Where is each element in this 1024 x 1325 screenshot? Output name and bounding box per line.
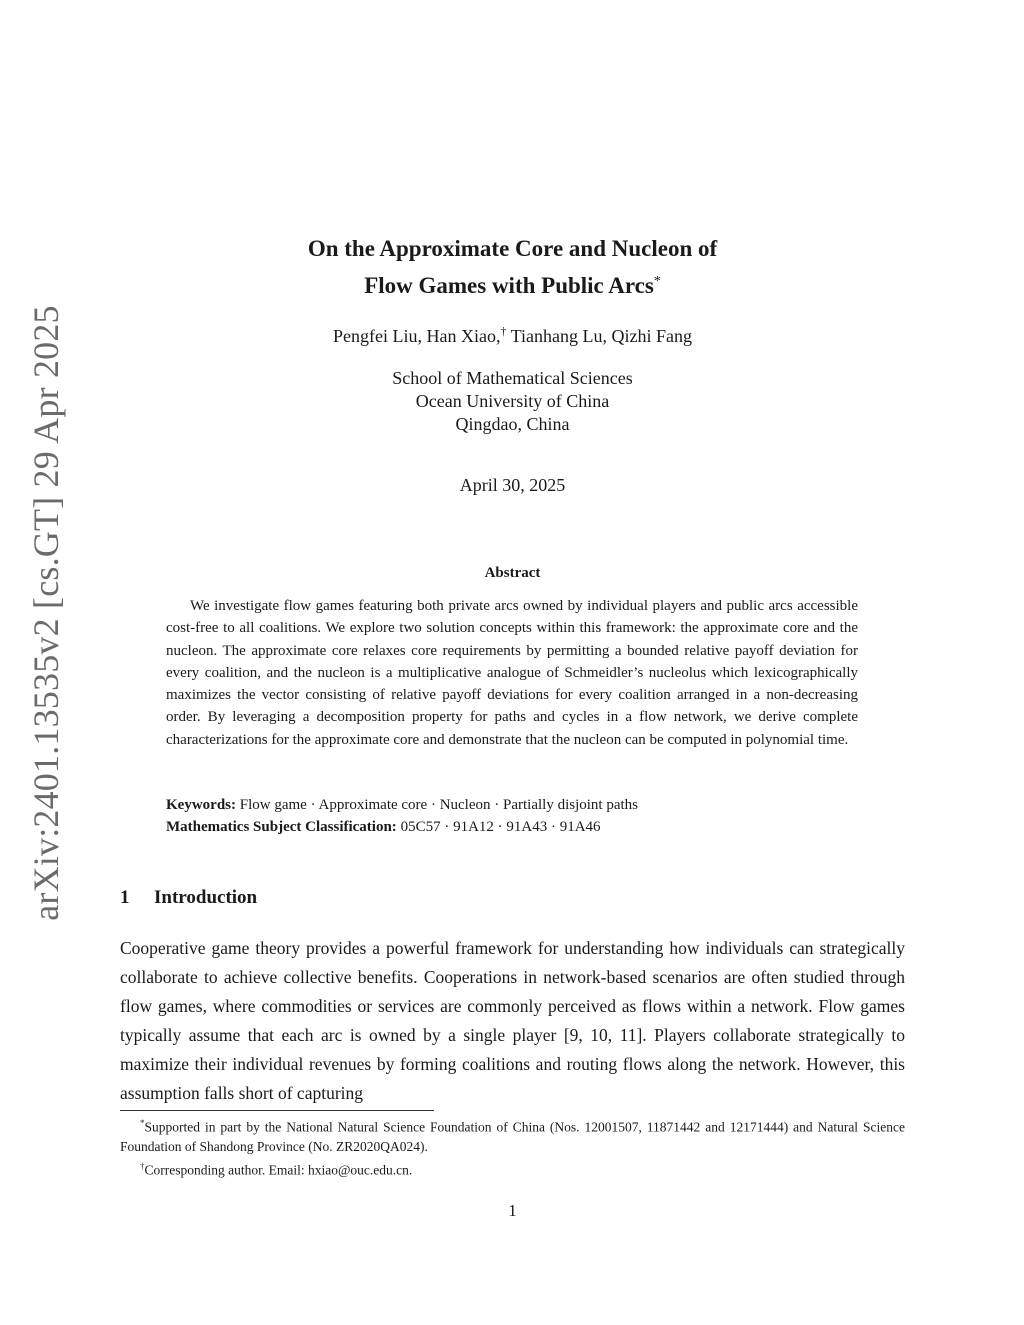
footnote-corresponding-author bbox=[120, 1157, 905, 1180]
keywords-list: Flow game · Approximate core · Nucleon · Partially disjoint paths bbox=[239, 797, 638, 813]
paper-title-line-2-text: Flow Games with Public Arcs bbox=[364, 273, 654, 298]
arxiv-identifier-text: arXiv:2401.13535v2 [cs.GT] 29 Apr 2025 bbox=[26, 304, 66, 921]
page-number: 1 bbox=[508, 1201, 517, 1220]
affiliation-city: Qingdao, China bbox=[455, 414, 570, 434]
arxiv-identifier-stamp bbox=[10, 304, 82, 921]
footnote-corresponding-text: Corresponding author. Email: hxiao@ouc.edu.cn. bbox=[144, 1162, 413, 1177]
abstract-heading: Abstract bbox=[484, 565, 541, 581]
keywords-label: Keywords: bbox=[166, 797, 236, 813]
author-list bbox=[120, 324, 905, 347]
title-footnote-marker: * bbox=[653, 274, 661, 289]
paper-title-line-1: On the Approximate Core and Nucleon of bbox=[307, 236, 718, 261]
keywords-line bbox=[166, 797, 858, 814]
paper-title-line-2 bbox=[120, 267, 905, 304]
affiliation-block bbox=[120, 367, 905, 436]
footnote-divider bbox=[120, 1110, 434, 1111]
introduction-paragraph: Cooperative game theory provides a powerful framework for understanding how individuals can strategically collaborate to achieve collective benefits. Cooperations in network-based scenarios are often studied through flow games, where commodities or services are commonly perceived as flows within a network. Flow games typically assume that each arc is owned by a single player [9, 10, 11]. Players collaborate strategically to maximize their individual revenues by forming coalitions and routing flows along the network. However, this assumption falls short of capturing bbox=[120, 938, 905, 1103]
footnote-funding bbox=[120, 1114, 905, 1157]
msc-label: Mathematics Subject Classification: bbox=[166, 819, 397, 835]
footnote-funding-marker: * bbox=[140, 1118, 145, 1128]
affiliation-school: School of Mathematical Sciences bbox=[392, 368, 633, 388]
footnotes bbox=[120, 1114, 905, 1180]
authors-after-marker: Tianhang Lu, Qizhi Fang bbox=[506, 326, 692, 346]
authors-before-marker: Pengfei Liu, Han Xiao, bbox=[333, 326, 501, 346]
msc-codes: 05C57 · 91A12 · 91A43 · 91A46 bbox=[400, 819, 601, 835]
publication-date: April 30, 2025 bbox=[459, 475, 566, 495]
msc-line bbox=[166, 819, 858, 836]
corresponding-author-marker: † bbox=[500, 324, 507, 338]
abstract-body: We investigate flow games featuring both private arcs owned by individual players and public arcs accessible cost-free to all coalitions. We explore two solution concepts within this framework: the approximate core and the nucleon. The approximate core relaxes core requirements by permitting a bounded relative payoff deviation for every coalition, and the nucleon is a multiplicative analogue of Schmeidler’s nucleolus which lexicographically maximizes the vector consisting of relative payoff deviations for every coalition arranged in a non-decreasing order. By leveraging a decomposition property for paths and cycles in a flow network, we derive complete characterizations for the approximate core and demonstrate that the nucleon can be computed in polynomial time. bbox=[166, 598, 858, 748]
affiliation-university: Ocean University of China bbox=[415, 391, 610, 411]
footnote-funding-text: Supported in part by the National Natural Science Foundation of China (Nos. 12001507, 11871442 and 12171444) and Natural Science Foundation of Shandong Province (No. ZR2020QA024). bbox=[120, 1119, 905, 1154]
section-title: Introduction bbox=[154, 887, 258, 908]
section-number: 1 bbox=[120, 887, 130, 908]
paper-title bbox=[120, 230, 905, 304]
section-heading bbox=[120, 887, 257, 909]
footnote-corresponding-marker: † bbox=[140, 1160, 145, 1171]
